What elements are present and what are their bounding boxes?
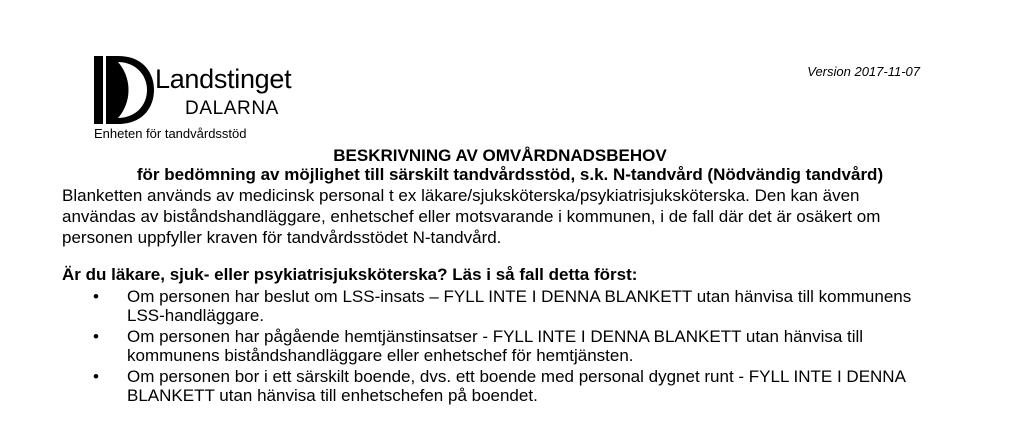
list-item-line: Om personen har beslut om LSS-insats – FYLL INTE I DENNA BLANKETT utan hänvisa till kommunens [127,287,912,306]
list-item-line: Om personen bor i ett särskilt boende, dvs. ett boende med personal dygnet runt - FYLL INTE I DENNA [127,367,906,386]
bullet-icon: • [93,367,99,386]
list-item-line: LSS-handläggare. [127,306,265,325]
question-heading: Är du läkare, sjuk- eller psykiatrisjuksköterska? Läs i så fall detta först: [62,265,638,284]
unit-name: Enheten för tandvårdsstöd [94,126,247,141]
document-subtitle: för bedömning av möjlighet till särskilt tandvårdsstöd, s.k. N-tandvård (Nödvändig tandvård) [136,165,884,184]
intro-paragraph [62,185,962,248]
intro-line: Blanketten används av medicinsk personal t ex läkare/sjuksköterska/psykiatrisjuksköterska. Den kan även [62,186,860,205]
list-item [62,367,1002,405]
list-item-line: kommunens biståndshandläggare eller enhetschef för hemtjänsten. [127,346,634,365]
bullet-icon: • [93,287,99,306]
document-title: BESKRIVNING AV OMVÅRDNADSBEHOV [333,146,667,165]
list-item [62,327,1002,365]
logo-name: Landstinget [155,64,292,94]
list-item-line: Om personen har pågående hemtjänstinsatser - FYLL INTE I DENNA BLANKETT utan hänvisa till [127,327,864,346]
list-item-line: BLANKETT utan hänvisa till enhetschefen på boendet. [127,386,538,405]
instruction-list [62,287,1002,407]
list-item [62,287,1002,325]
bullet-icon: • [93,327,99,346]
intro-line: användas av biståndshandläggare, enhetschef eller motsvarande i kommunen, i de fall där det är osäkert om [62,207,881,226]
version-label: Version 2017-11-07 [807,64,920,79]
intro-line: personen uppfyller kraven för tandvårdsstödet N-tandvård. [62,228,502,247]
landstinget-logo-icon [92,54,154,126]
logo-region: DALARNA [185,98,279,119]
